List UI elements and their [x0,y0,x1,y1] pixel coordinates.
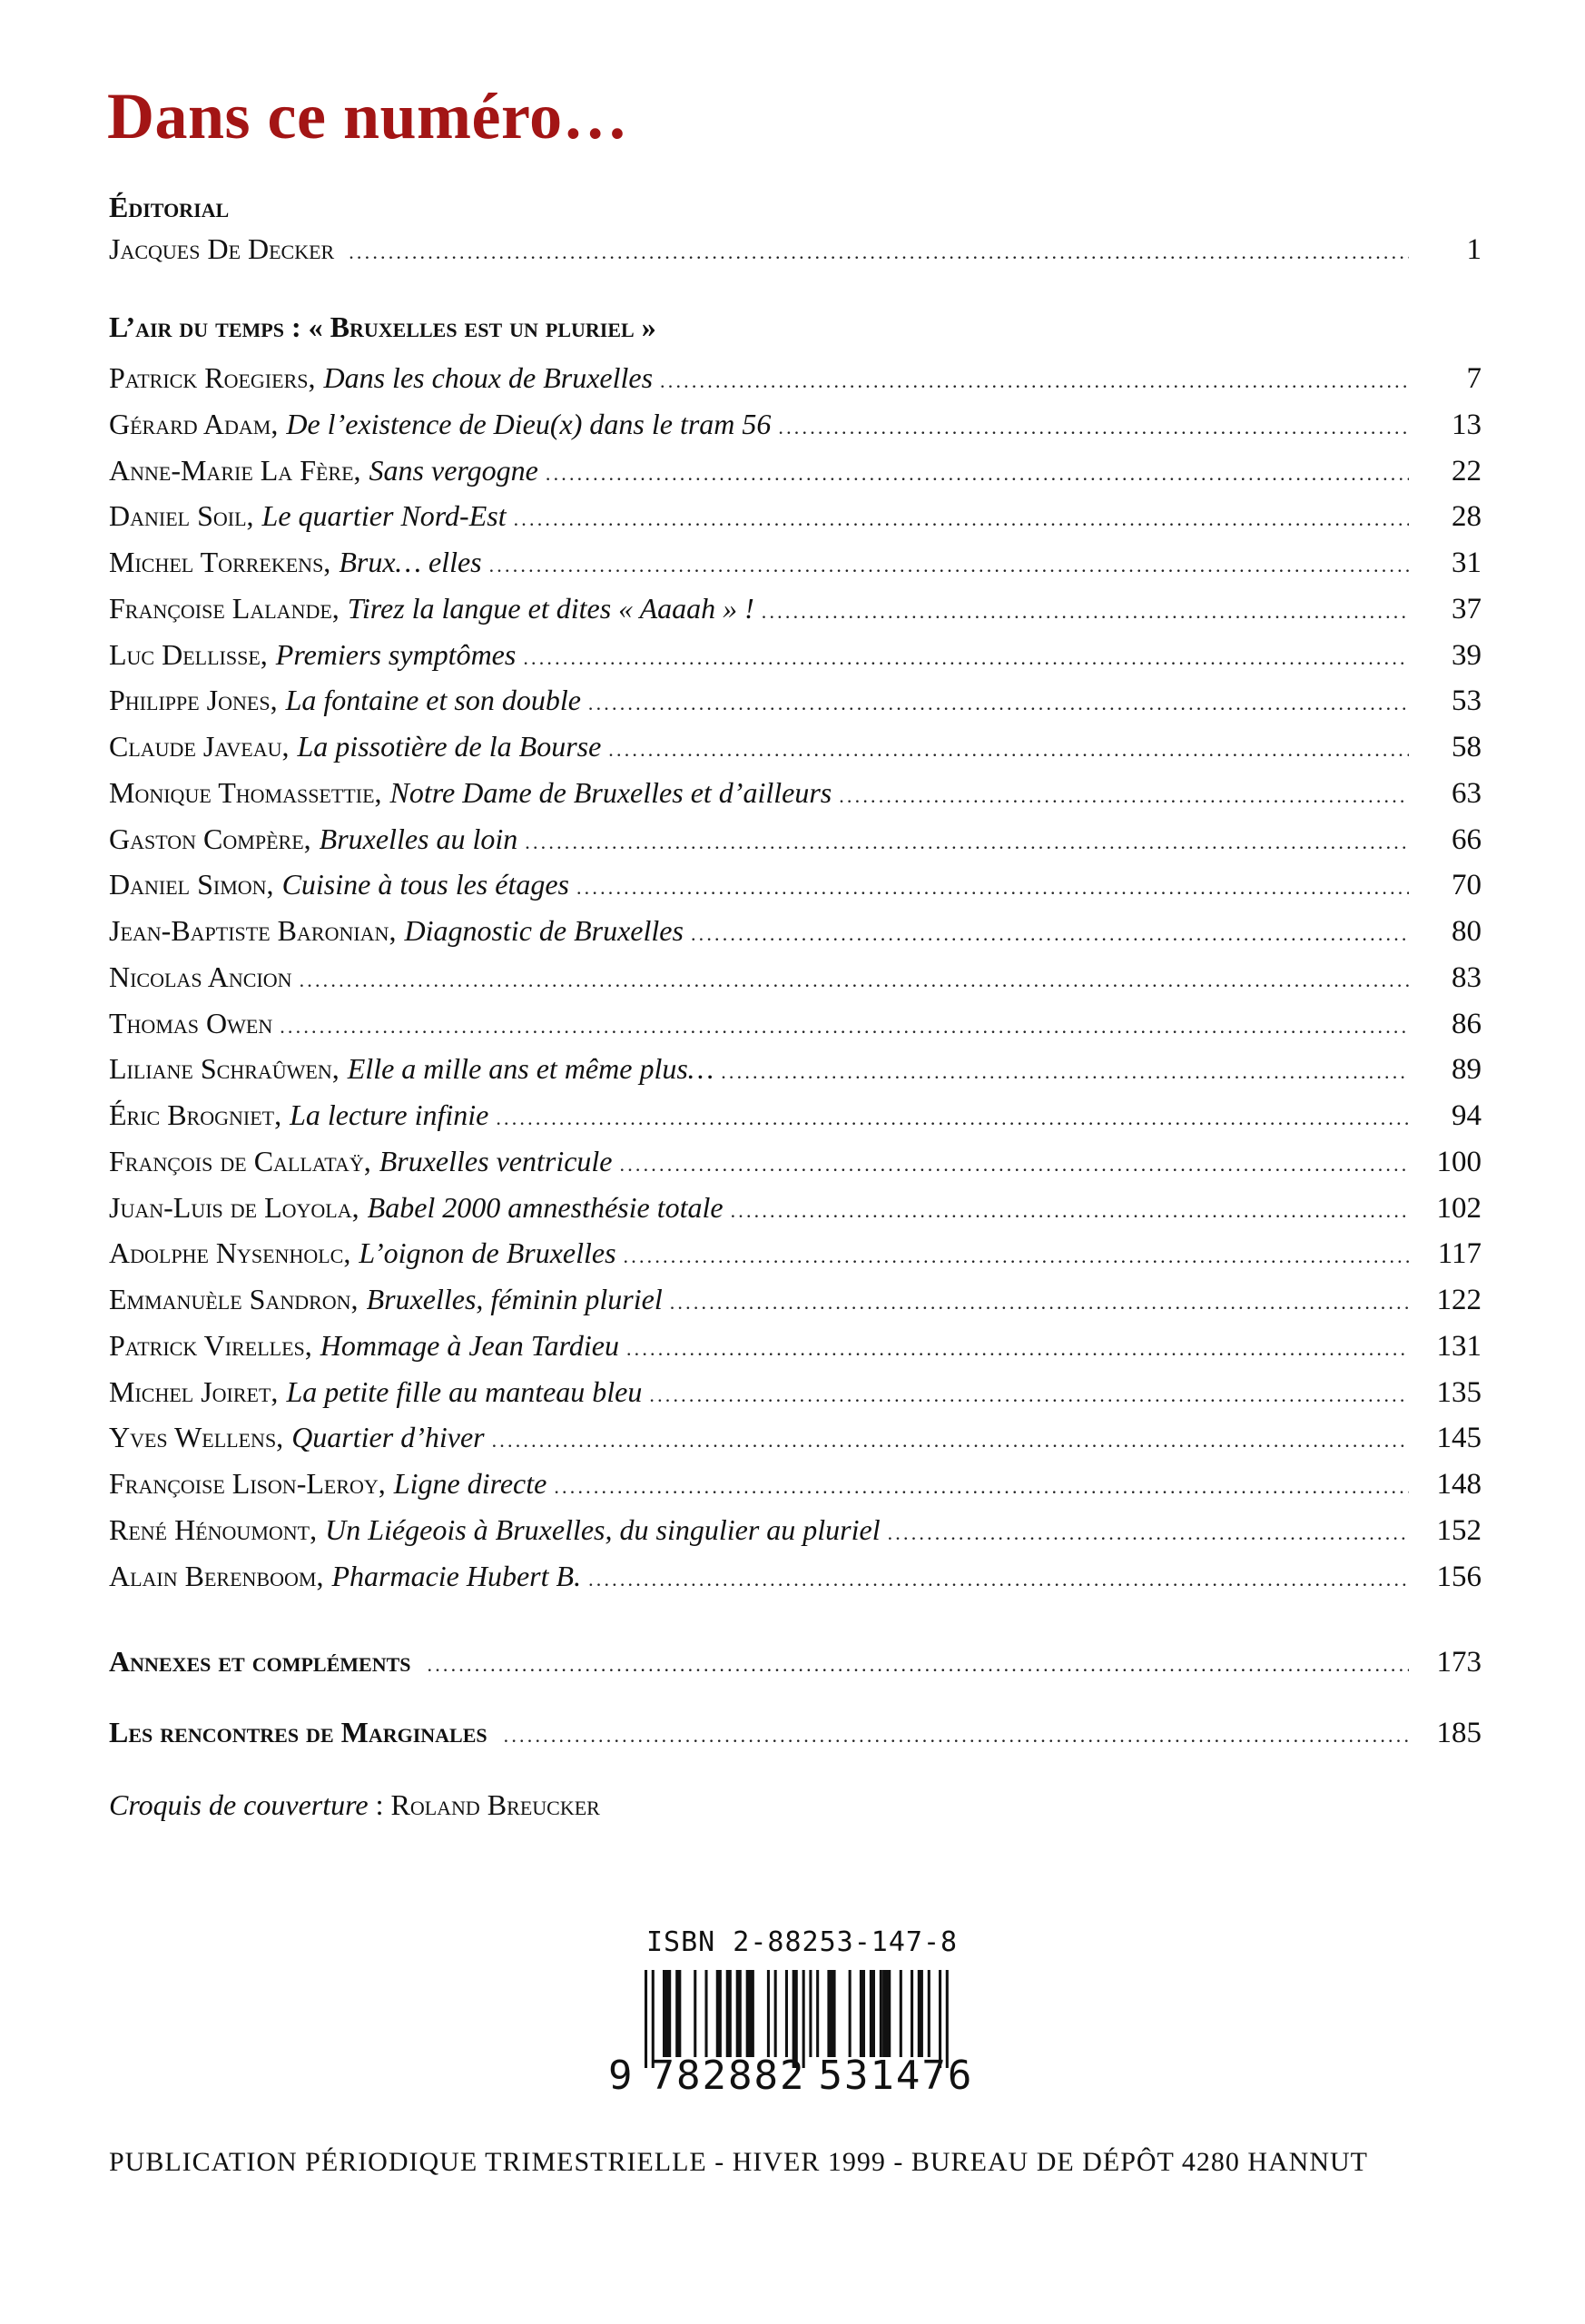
toc-entry[interactable] [109,1465,1482,1502]
toc-entry[interactable] [109,1235,1482,1271]
barcode-bar [726,1970,732,2057]
toc-page-number: 89 [1452,1053,1482,1087]
toc-entry[interactable] [109,1005,1482,1041]
toc-page-number: 13 [1452,408,1482,441]
toc-entry[interactable] [109,497,1482,534]
toc-entry[interactable] [109,1281,1482,1317]
toc-author: Michel Joiret, [109,1374,279,1408]
toc-article-title: Pharmacie Hubert B. [331,1559,582,1592]
toc-entry[interactable] [109,728,1482,764]
toc-article-title: Hommage à Jean Tardieu [320,1328,619,1362]
publication-footer: PUBLICATION PÉRIODIQUE TRIMESTRIELLE - HIVER 1999 - BUREAU DE DÉPÔT 4280 HANNUT [109,2147,1368,2177]
isbn-label: ISBN 2-88253-147-8 [646,1926,959,1958]
toc-entry-rencontres[interactable] [109,1714,1482,1750]
barcode-bar [882,1970,891,2057]
barcode-bar [785,1970,788,2057]
toc-author: François de Callataÿ, [109,1144,371,1177]
toc-page-number: 80 [1452,915,1482,948]
cover-credit [109,1787,600,1823]
toc-entry[interactable] [109,1558,1482,1594]
toc-author: Adolphe Nysenholc, [109,1236,351,1270]
toc-page-number: 22 [1452,454,1482,487]
dot-leader [525,824,1409,861]
ean-digits [608,2053,973,2099]
toc-page-number: 148 [1436,1468,1482,1501]
toc-page-number: 7 [1466,362,1482,395]
toc-entry[interactable] [109,959,1482,995]
dot-leader [778,409,1409,446]
toc-author: Claude Javeau, [109,730,290,763]
barcode-bar [860,1970,865,2057]
toc-entry-annexes[interactable] [109,1643,1482,1679]
toc-entry[interactable] [109,1050,1482,1087]
toc-page-number: 83 [1452,960,1482,994]
dot-leader [489,547,1409,584]
toc-entry[interactable] [109,636,1482,673]
barcode-bar [704,1970,707,2057]
toc-author: Françoise Lalande, [109,591,340,625]
toc-article-title: Dans les choux de Bruxelles [323,361,654,394]
toc-author: Jean-Baptiste Baronian, [109,914,397,947]
section-heading-editorial: Éditorial [109,191,230,223]
toc-article-title: Tirez la langue et dites « Aaaah » ! [347,591,754,625]
page-title: Dans ce numéro… [107,80,629,153]
toc-article-title: Cuisine à tous les étages [281,868,569,901]
barcode-bar [746,1970,754,2057]
barcode-bar [911,1970,913,2057]
toc-entry[interactable] [109,590,1482,626]
toc-page-number: 70 [1452,869,1482,902]
barcode-bar [694,1970,696,2057]
toc-article-title: Sans vergogne [369,453,538,487]
toc-article-title: Premiers symptômes [275,637,517,671]
dot-leader [888,1515,1409,1551]
barcode-bar [663,1970,671,2057]
barcode-bar [880,1970,882,2057]
toc-page-number: 58 [1452,731,1482,763]
dot-leader [731,1193,1409,1229]
toc-article-title: Bruxelles au loin [319,822,518,855]
toc-article-title: Diagnostic de Bruxelles [404,914,684,947]
toc-article-title: Ligne directe [393,1467,547,1500]
dot-leader [721,1054,1409,1090]
toc-page-number: 37 [1452,592,1482,625]
toc-article-title: Bruxelles, féminin pluriel [366,1283,663,1315]
dot-leader [514,501,1409,537]
toc-article-title: Notre Dame de Bruxelles et d’ailleurs [389,775,832,809]
toc-article-title: Babel 2000 amnesthésie totale [367,1190,724,1224]
toc-author: Juan-Luis de Loyola, [109,1190,359,1224]
toc-author: Luc Dellisse, [109,637,268,671]
barcode-bar [774,1970,777,2057]
dot-leader [762,594,1409,630]
toc-entry[interactable] [109,452,1482,488]
toc-author: Nicolas Ancion [109,960,292,993]
dot-leader [620,1147,1410,1183]
toc-author: Éric Brogniet, [109,1098,282,1131]
toc-page-number: 135 [1436,1375,1482,1409]
toc-article-title: Le quartier Nord-Est [261,499,507,533]
barcode-bar [928,1970,930,2057]
dot-leader [554,1469,1409,1505]
toc-label: Les rencontres de Marginales [109,1716,487,1748]
toc-entry[interactable] [109,774,1482,811]
toc-entry[interactable] [109,1189,1482,1226]
dot-leader [496,1100,1409,1137]
toc-article-title: La fontaine et son double [285,684,581,717]
dot-leader [839,778,1409,814]
toc-entry[interactable] [109,821,1482,857]
toc-author: Liliane Schraûwen, [109,1052,340,1086]
toc-entry[interactable] [109,1512,1482,1548]
dot-leader [608,732,1409,768]
toc-page-number: 66 [1452,822,1482,856]
dot-leader [546,456,1409,492]
toc-article-title: L’oignon de Bruxelles [359,1236,616,1270]
barcode-bar [809,1970,812,2057]
dot-leader [691,916,1409,952]
toc-entry[interactable] [109,406,1482,442]
toc-article-title: La pissotière de la Bourse [297,730,602,763]
barcode-bar [767,1970,770,2057]
barcode-bar [736,1970,742,2057]
toc-entry[interactable] [109,866,1482,902]
toc-page-number: 173 [1436,1646,1482,1679]
toc-article-title: Quartier d’hiver [291,1421,485,1454]
toc-page-number: 156 [1436,1560,1482,1593]
toc-page-number: 28 [1452,500,1482,534]
dot-leader [504,1718,1409,1754]
toc-article-title: Brux… elles [339,546,482,578]
toc-entry-editorial[interactable] [109,231,1482,267]
toc-page-number: 117 [1437,1237,1482,1271]
toc-page-number: 102 [1436,1191,1482,1225]
toc-page-number: 185 [1436,1717,1482,1749]
barcode-bar [918,1970,923,2057]
dot-leader [660,363,1409,399]
toc-page-number: 145 [1436,1422,1482,1455]
dot-leader [588,685,1409,722]
ean-left-group: 782882 [650,2053,806,2099]
barcode-bar [716,1970,722,2057]
toc-author: Gérard Adam, [109,407,279,440]
toc-article-title: De l’existence de Dieu(x) dans le tram 56 [286,407,772,440]
credit-label: Croquis de couverture [109,1788,369,1821]
toc-entry[interactable] [109,682,1482,718]
toc-author: Monique Thomassettie, [109,775,382,809]
toc-article-title: Bruxelles ventricule [379,1144,613,1177]
toc-page-number: 94 [1452,1099,1482,1132]
toc-page-number: 1 [1466,233,1482,266]
toc-entry[interactable] [109,544,1482,580]
dot-leader [624,1238,1409,1275]
ean-first-digit: 9 [608,2053,635,2099]
toc-page-number: 63 [1452,776,1482,810]
barcode-bar [675,1970,681,2057]
toc-entry[interactable] [109,1419,1482,1455]
toc-author: Françoise Lison-Leroy, [109,1467,386,1500]
toc-page-number: 39 [1452,638,1482,672]
toc-author: Alain Berenboom, [109,1559,324,1592]
dot-leader [588,1561,1409,1598]
toc-label: Annexes et compléments [109,1645,411,1678]
credit-name: Roland Breucker [390,1788,600,1821]
dot-leader [428,1647,1410,1683]
dot-leader [492,1423,1409,1459]
dot-leader [576,870,1409,906]
barcode-bar [849,1970,852,2057]
dot-leader [649,1377,1409,1413]
barcode-bar [827,1970,835,2057]
toc-article-title: La lecture infinie [290,1098,489,1131]
toc-entry[interactable] [109,1374,1482,1410]
toc-page-number: 100 [1436,1145,1482,1178]
toc-entry[interactable] [109,1327,1482,1364]
dot-leader [523,640,1409,676]
toc-author: Michel Torrekens, [109,546,331,578]
section-heading-air-du-temps: L’air du temps : « Bruxelles est un pluriel » [109,310,656,343]
toc-page-number: 152 [1436,1513,1482,1547]
ean-right-group: 531476 [818,2053,974,2099]
barcode-bar [870,1970,875,2057]
toc-author: Jacques De Decker [109,232,335,265]
toc-author: Emmanuèle Sandron, [109,1283,359,1315]
dot-leader [670,1285,1409,1321]
toc-page-number: 131 [1436,1329,1482,1363]
toc-page-number: 122 [1436,1284,1482,1316]
dot-leader [300,962,1409,999]
toc-author: Patrick Virelles, [109,1328,312,1362]
toc-author: Daniel Soil, [109,499,254,533]
credit-separator: : [368,1788,391,1821]
dot-leader [626,1331,1409,1367]
toc-author: Daniel Simon, [109,868,274,901]
barcode-bar [900,1970,902,2057]
dot-leader [280,1009,1409,1045]
toc-author: Gaston Compère, [109,822,311,855]
toc-page-number: 86 [1452,1007,1482,1040]
toc-author: Philippe Jones, [109,684,278,717]
toc-author: Anne-Marie La Fère, [109,453,361,487]
toc-page-number: 31 [1452,547,1482,579]
toc-article-title: La petite fille au manteau bleu [286,1374,643,1408]
barcode-bar [816,1970,819,2057]
toc-entry[interactable] [109,1143,1482,1179]
toc-author: Thomas Owen [109,1006,273,1039]
toc-entry[interactable] [109,912,1482,949]
toc-article-title: Elle a mille ans et même plus… [347,1052,714,1086]
toc-author: Patrick Roegiers, [109,361,316,394]
toc-author: Yves Wellens, [109,1421,284,1454]
toc-article-title: Un Liégeois à Bruxelles, du singulier au pluriel [325,1512,881,1546]
toc-author: René Hénoumont, [109,1512,318,1546]
toc-page-number: 53 [1452,684,1482,718]
toc-entry[interactable] [109,1097,1482,1133]
toc-entry[interactable] [109,359,1482,396]
dot-leader [349,234,1409,271]
